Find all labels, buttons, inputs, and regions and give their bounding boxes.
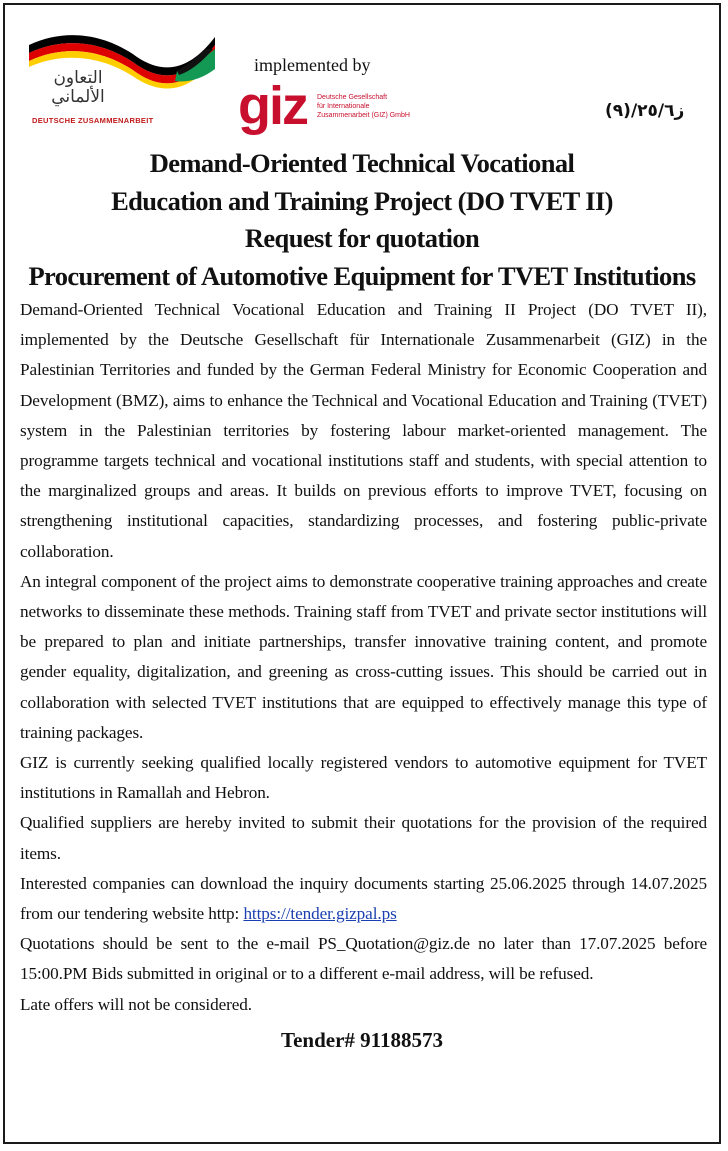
- announcement-frame: [3, 3, 721, 1144]
- reference-number: ز٢٥/٦/(٩): [605, 101, 685, 121]
- download-text: Interested companies can download the inquiry documents starting 25.06.2025 through 14.07.2025 from our tendering website http:: [20, 873, 707, 924]
- tender-website-link[interactable]: https://tender.gizpal.ps: [243, 904, 397, 924]
- paragraph-late-offers: Late offers will not be considered.: [20, 994, 252, 1014]
- body-text: [5, 295, 719, 1020]
- paragraph-download: [20, 869, 707, 929]
- german-cooperation-logo: [27, 27, 222, 137]
- paragraph-intro: Demand-Oriented Technical Vocational Education and Training II Project (DO TVET II), implemented by the Deutsche Gesellschaft für Internationale Zusammenarbeit (GIZ) in the Palestinian Territories and funded by the German Federal Ministry for Economic Cooperation and Development (BMZ), aims to enhance the Technical and Vocational Education and Training (TVET) system in the Palestinian territories by fostering labour market-oriented management. The programme targets technical and vocational institutions staff and students, with special attention to the marginalized groups and areas. It builds on previous efforts to improve TVET, focusing on strengthening institutional capacities, standardizing processes, and fostering public-private collaboration.: [20, 300, 707, 561]
- tender-number: Tender# 91188573: [281, 1027, 443, 1052]
- title-line-1: Demand-Oriented Technical Vocational: [149, 148, 575, 178]
- paragraph-invitation: Qualified suppliers are hereby invited to submit their quotations for the provision of the required items.: [20, 813, 707, 863]
- giz-logo-subtitle: Deutsche Gesellschaft für Internationale Zusammenarbeit (GIZ) GmbH: [317, 94, 410, 119]
- implemented-by-label: implemented by: [254, 55, 371, 75]
- title-line-3: Request for quotation: [244, 223, 480, 253]
- titles: [5, 145, 719, 295]
- paragraph-quotations: Quotations should be sent to the e-mail PS_Quotation@giz.de no later than 17.07.2025 before 15:00.PM Bids submitted in original or to a different e-mail address, will be refused.: [20, 934, 707, 984]
- coop-logo-arabic: التعاون الألماني: [51, 68, 105, 107]
- paragraph-component: An integral component of the project aims to demonstrate cooperative training approaches and create networks to disseminate these methods. Training staff from TVET and private sector institutions will be prepared to plan and initiate partnerships, transfer innovative training content, and promote gender equality, digitalization, and greening as cross-cutting issues. This should be carried out in collaboration with selected TVET institutions that are equipped to effectively manage this type of training packages.: [20, 571, 707, 742]
- paragraph-seeking: GIZ is currently seeking qualified locally registered vendors to automotive equipment for TVET institutions in Ramallah and Hebron.: [20, 753, 707, 803]
- title-line-2: Education and Training Project (DO TVET II): [111, 185, 613, 216]
- coop-logo-text: DEUTSCHE ZUSAMMENARBEIT: [32, 116, 154, 125]
- giz-logo: giz: [238, 76, 307, 136]
- header: [5, 5, 719, 145]
- title-line-4: Procurement of Automotive Equipment for TVET Institutions: [28, 260, 696, 291]
